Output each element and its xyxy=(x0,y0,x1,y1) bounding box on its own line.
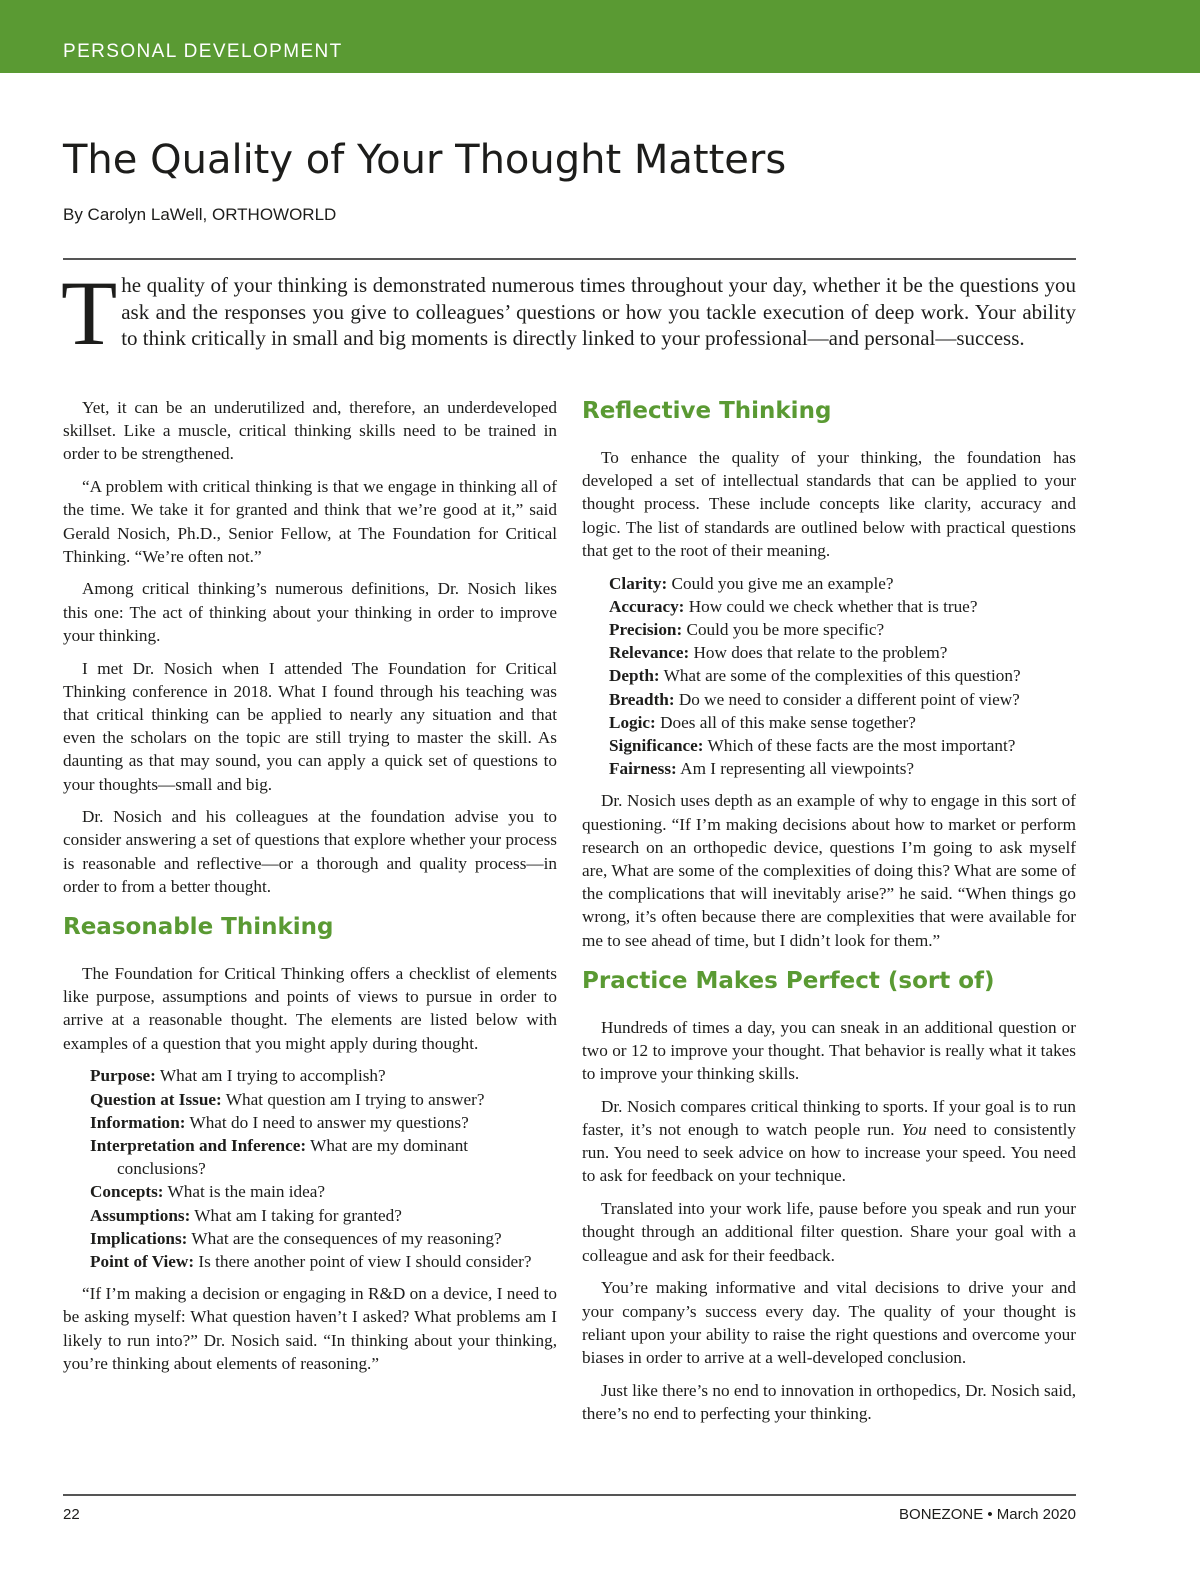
body-paragraph: “If I’m making a decision or engaging in R&D on a device, I need to be asking myself: What question haven’t I asked? What problems am I likely to run into?” Dr. Nosich said. “In thinking about your thinking, you’re thinking about elements of reasoning.” xyxy=(63,1284,557,1373)
list-item: Precision: Could you be more specific? xyxy=(609,619,885,639)
body-paragraph: Yet, it can be an underutilized and, therefore, an underdeveloped skillset. Like a muscle, critical thinking skills need to be trained in order to be strengthened. xyxy=(63,398,557,464)
body-paragraph: I met Dr. Nosich when I attended The Foundation for Critical Thinking conference in 2018. What I found through his teaching was that critical thinking can be applied to nearly any situation and that even the scholars on the topic are still trying to master the skill. As daunting as that may sound, you can apply a quick set of questions to your thoughts—small and big. xyxy=(63,658,557,794)
byline: By Carolyn LaWell, ORTHOWORLD xyxy=(63,205,337,224)
intro-text: he quality of your thinking is demonstrated numerous times throughout your day, whether it be the questions you ask and the responses you give to colleagues’ questions or how you tackle execution of deep work. Your ability to think critically in small and big moments is directly linked to your professional—and personal—success. xyxy=(121,273,1076,350)
section-banner xyxy=(0,0,1200,73)
list-item: Question at Issue: What question am I trying to answer? xyxy=(90,1089,485,1109)
body-paragraph: Just like there’s no end to innovation in orthopedics, Dr. Nosich said, there’s no end to perfecting your thinking. xyxy=(582,1380,1076,1423)
body-paragraph: The Foundation for Critical Thinking offers a checklist of elements like purpose, assumptions and points of views to pursue in order to arrive at a reasonable thought. The elements are listed below with examples of a question that you might apply during thought. xyxy=(63,964,557,1053)
body-paragraph: Dr. Nosich uses depth as an example of why to engage in this sort of questioning. “If I’m making decisions about how to market or perform research on an orthopedic device, questions I’m going to ask myself are, What are some of the complexities of doing this? What are some of the complications that will inevitably arise?” he said. “When things go wrong, it’s often because there are complexities that were available for me to see ahead of time, but I didn’t look for them.” xyxy=(582,791,1076,950)
list-item: Logic: Does all of this make sense together? xyxy=(609,712,916,732)
list-item: Significance: Which of these facts are the most important? xyxy=(609,735,1016,755)
list-item: Breadth: Do we need to consider a different point of view? xyxy=(609,689,1020,709)
list-item: Interpretation and Inference: What are my dominant conclusions? xyxy=(90,1135,469,1179)
page-number: 22 xyxy=(63,1506,80,1523)
footer-divider xyxy=(63,1494,1076,1496)
body-paragraph: “A problem with critical thinking is that we engage in thinking all of the time. We take it for granted and think that we’re good at it,” said Gerald Nosich, Ph.D., Senior Fellow, at The Foundation for Critical Thinking. “We’re often not.” xyxy=(63,477,557,566)
list-item: Accuracy: How could we check whether that is true? xyxy=(609,596,978,616)
left-column xyxy=(63,396,557,1385)
heading-practice-makes-perfect: Practice Makes Perfect (sort of) xyxy=(582,967,995,994)
heading-reasonable-thinking: Reasonable Thinking xyxy=(63,914,334,941)
list-item: Concepts: What is the main idea? xyxy=(90,1182,326,1202)
body-paragraph: Among critical thinking’s numerous definitions, Dr. Nosich likes this one: The act of thinking about your thinking in order to improve your thinking. xyxy=(63,579,557,645)
list-item: Depth: What are some of the complexities of this question? xyxy=(609,666,1021,686)
heading-reflective-thinking: Reflective Thinking xyxy=(582,398,832,424)
list-item: Purpose: What am I trying to accomplish? xyxy=(90,1066,386,1086)
divider xyxy=(63,258,1076,260)
body-paragraph: Hundreds of times a day, you can sneak in an additional question or two or 12 to improve your thought. That behavior is really what it takes to improve your thinking skills. xyxy=(582,1017,1076,1084)
intro-paragraph xyxy=(61,262,1076,364)
list-item: Information: What do I need to answer my questions? xyxy=(90,1112,469,1132)
right-column xyxy=(582,396,1076,1435)
list-item: Assumptions: What am I taking for granted? xyxy=(90,1205,402,1225)
list-item: Point of View: Is there another point of view I should consider? xyxy=(90,1252,532,1271)
article-title: The Quality of Your Thought Matters xyxy=(63,137,787,183)
list-item: Implications: What are the consequences of my reasoning? xyxy=(90,1228,502,1248)
publication-footer: BONEZONE • March 2020 xyxy=(899,1506,1076,1523)
body-paragraph: Dr. Nosich and his colleagues at the foundation advise you to consider answering a set of questions that explore whether your process is reasonable and reflective—or a thorough and quality process—in order to from a better thought. xyxy=(63,807,557,896)
body-paragraph: Translated into your work life, pause before you speak and run your thought through an additional filter question. Share your goal with a colleague and ask for their feedback. xyxy=(582,1199,1076,1265)
list-item: Relevance: How does that relate to the problem? xyxy=(609,643,948,663)
body-paragraph: Dr. Nosich compares critical thinking to sports. If your goal is to run faster, it’s not enough to watch people run. You need to consistently run. You need to seek advice on how to increase your speed. You need to ask for feedback on your technique. xyxy=(582,1096,1077,1186)
standards-list xyxy=(582,572,1076,781)
list-item: Clarity: Could you give me an example? xyxy=(609,573,894,593)
elements-list xyxy=(63,1064,557,1273)
body-paragraph: To enhance the quality of your thinking, the foundation has developed a set of intellectual standards that can be applied to your thought process. These include concepts like clarity, accuracy and logic. The list of standards are outlined below with practical questions that get to the root of their meaning. xyxy=(582,448,1076,560)
drop-cap: T xyxy=(61,262,118,364)
list-item: Fairness: Am I representing all viewpoints? xyxy=(609,759,915,779)
body-paragraph: You’re making informative and vital decisions to drive your and your company’s success every day. The quality of your thought is reliant upon your ability to raise the right questions and overcome your biases in order to arrive at a well-developed conclusion. xyxy=(582,1278,1076,1367)
section-label: PERSONAL DEVELOPMENT xyxy=(63,41,343,62)
